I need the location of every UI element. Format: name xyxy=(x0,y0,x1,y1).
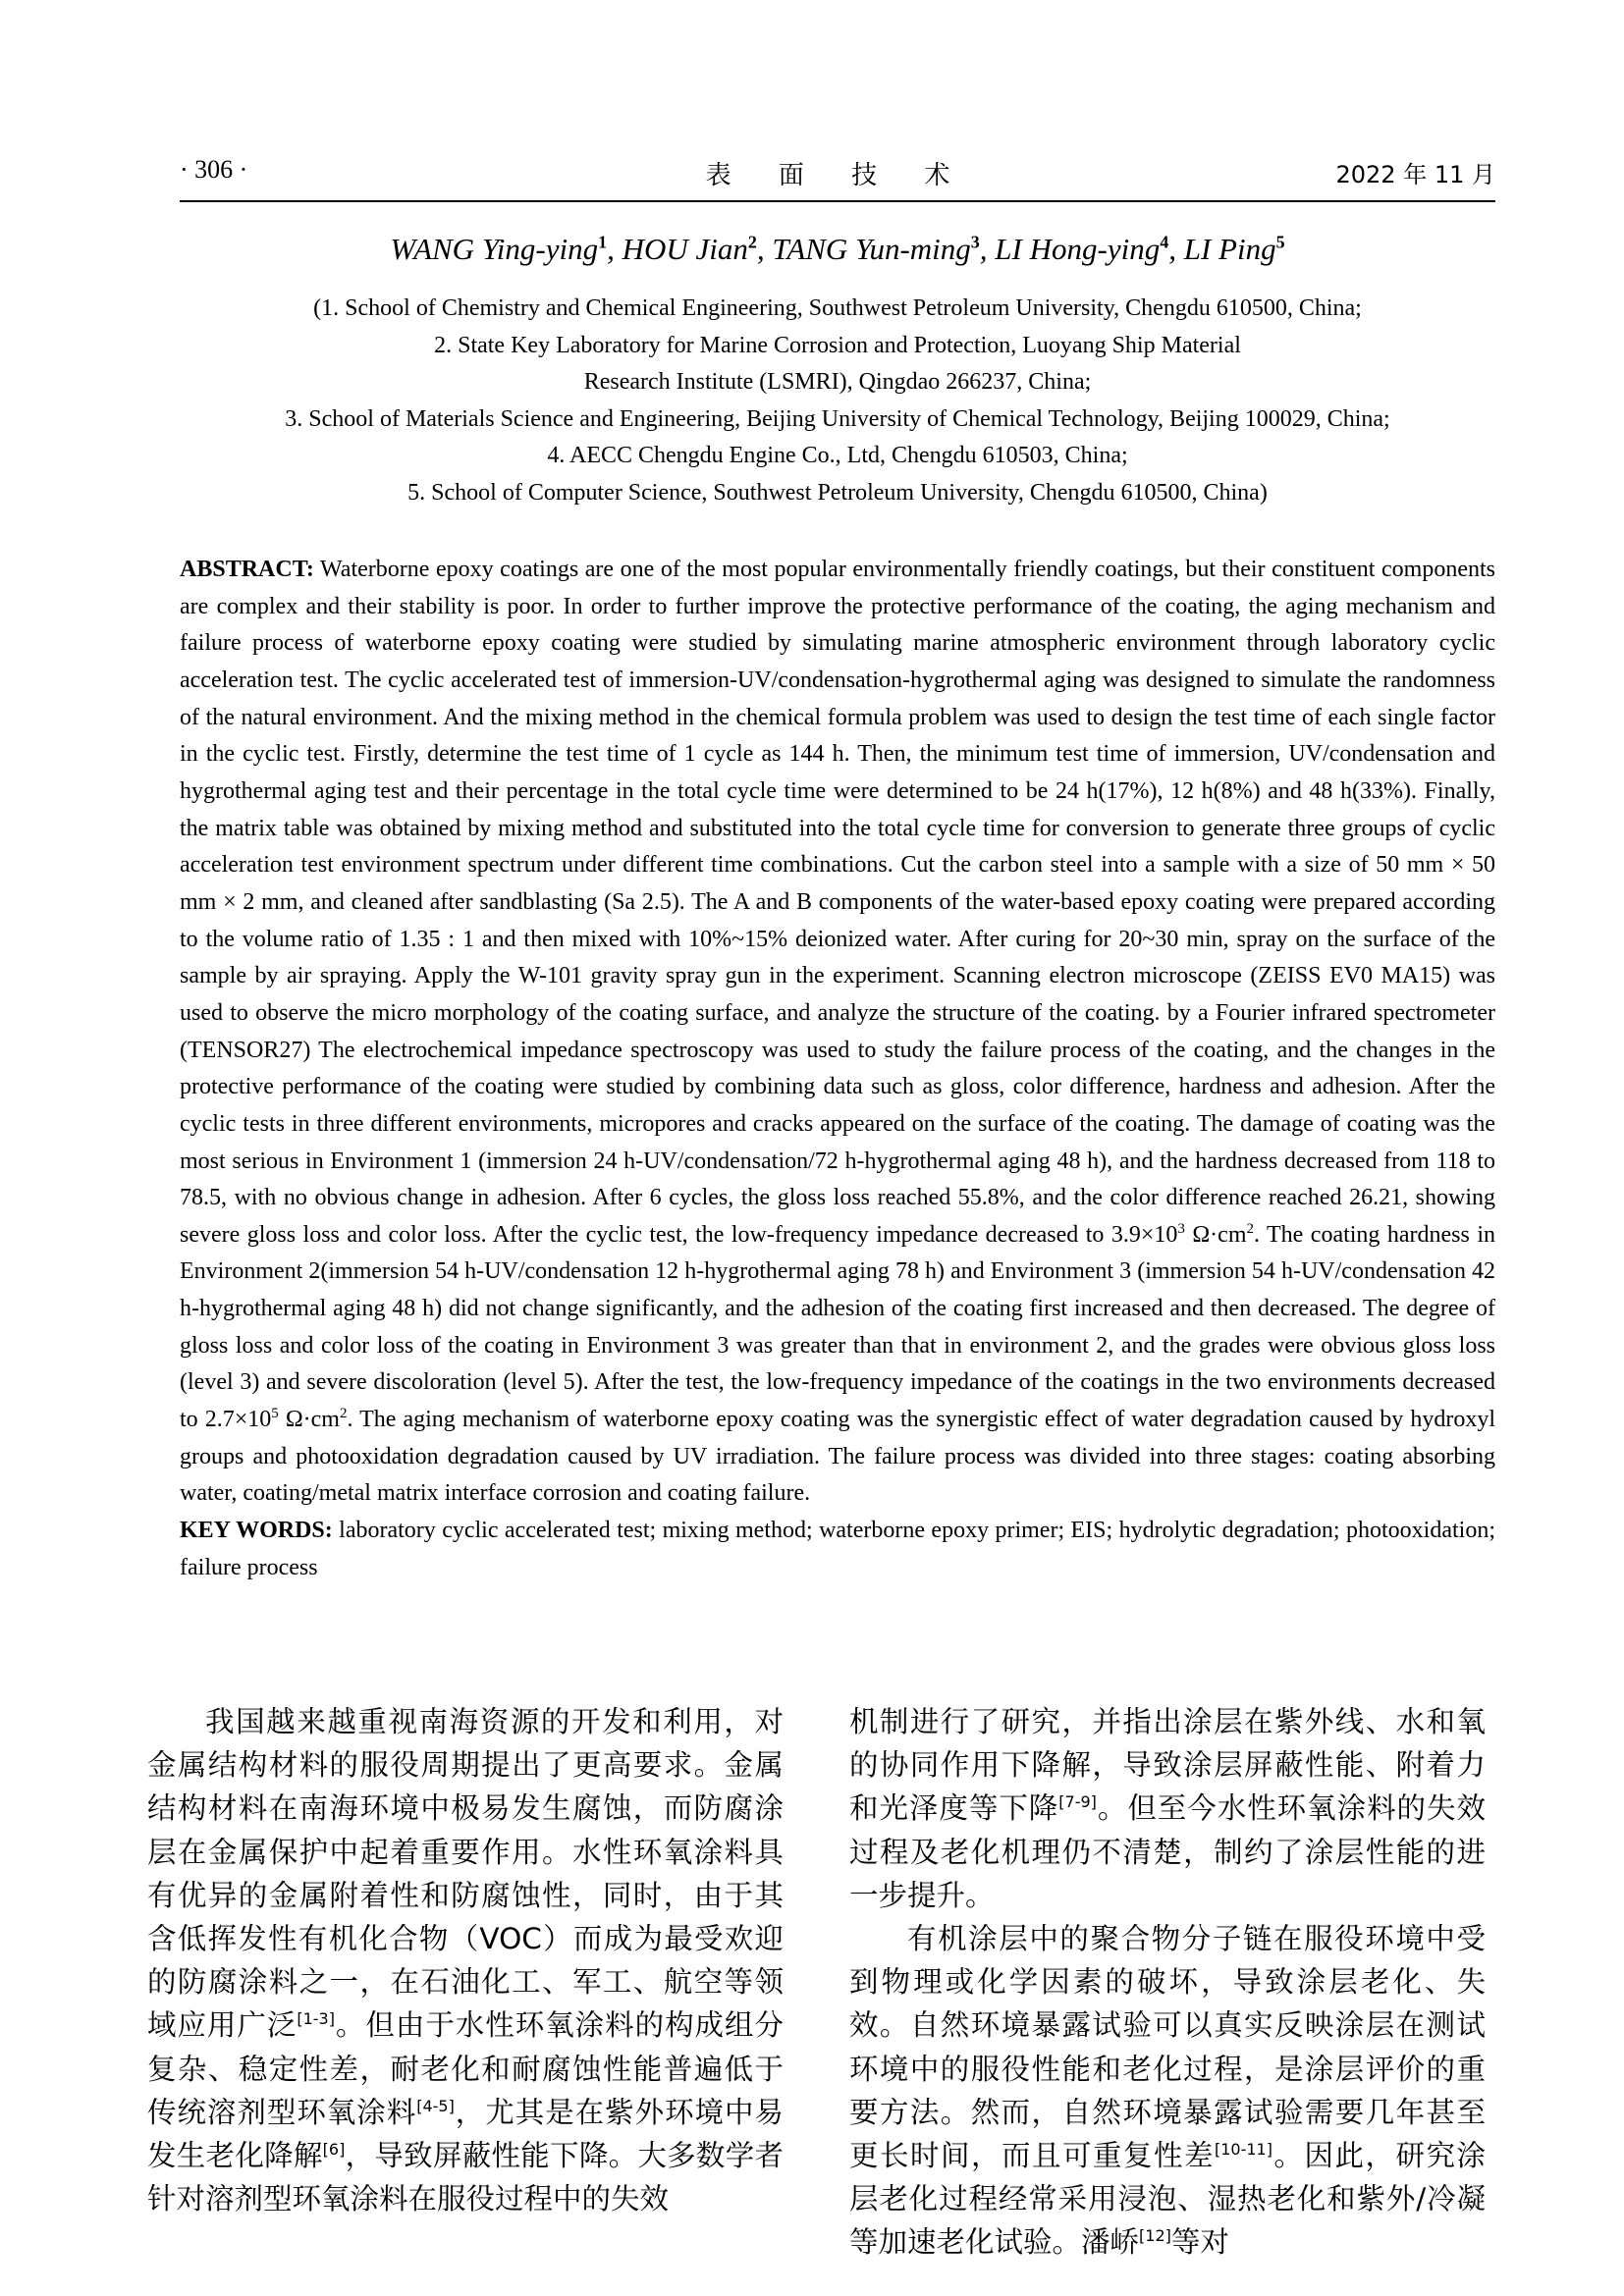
body-text-run: 。因此，研究涂层老化过程经常采用浸泡、湿热老化和紫外/冷凝等加速老化试验。潘峤 xyxy=(849,2139,1486,2260)
running-header xyxy=(180,155,1495,194)
keywords-text: laboratory cyclic accelerated test; mixing method; waterborne epoxy primer; EIS; hydrolytic degradation; photooxidation; failure process xyxy=(180,1518,1495,1580)
abstract-text: . The coating hardness in Environment 2(immersion 54 h-UV/condensation 12 h-hygrothermal aging 78 h) and Environment 3 (immersion 54 h-UV/condensation 42 h-hygrothermal aging 48 h) did not change significantly, and the adhesion of the coating first increased and then decreased. The degree of gloss loss and color loss of the coating in Environment 3 was greater than that in environment 2, and the grades were obvious gloss loss (level 3) and severe discoloration (level 5). After the test, the low-frequency impedance of the coatings in the two environments decreased to 2.7×10 xyxy=(180,1221,1495,1433)
abstract-text: Ω·cm xyxy=(278,1407,340,1433)
body-paragraph xyxy=(147,1700,784,2220)
exponent: 2 xyxy=(339,1406,348,1422)
affiliation-line: 5. School of Computer Science, Southwest Petroleum University, Chengdu 610500, China) xyxy=(407,479,1268,506)
author-affil-mark: 4 xyxy=(1160,232,1169,252)
keywords-paragraph xyxy=(180,1513,1495,1586)
citation: [12] xyxy=(1139,2226,1171,2246)
page-number: · 306 · xyxy=(180,155,248,184)
affiliation-line: Research Institute (LSMRI), Qingdao 266237, China; xyxy=(583,369,1092,395)
citation: [6] xyxy=(322,2140,346,2160)
author-name: LI Ping xyxy=(1183,232,1276,266)
issue-date: 2022 年 11 月 xyxy=(1335,161,1495,188)
exponent: 2 xyxy=(1246,1220,1254,1237)
body-text-run: 。但至今水性环氧涂料的失效过程及老化机理仍不清楚，制约了涂层性能的进一步提升。 xyxy=(849,1791,1486,1912)
body-text-run: ，导致屏蔽性能下降。大多数学者针对溶剂型环氧涂料在服役过程中的失效 xyxy=(147,2139,784,2216)
body-text-run: 等对 xyxy=(1170,2225,1229,2260)
author-affil-mark: 3 xyxy=(970,232,980,252)
abstract-label: ABSTRACT: xyxy=(180,557,314,582)
affiliation-line: 3. School of Materials Science and Engineering, Beijing University of Chemical Technology, Beijing 100029, China; xyxy=(285,405,1390,432)
keywords-label: KEY WORDS: xyxy=(180,1518,333,1544)
header-rule xyxy=(180,200,1495,202)
body-column-right xyxy=(849,1700,1486,2265)
abstract-text: Ω·cm xyxy=(1184,1221,1247,1248)
citation: [10-11] xyxy=(1215,2140,1272,2160)
author-affil-mark: 5 xyxy=(1275,232,1285,252)
author-list: WANG Ying-ying$^1$, HOU Jian$^2$, TANG Yun-ming$^3$, LI Hong-ying$^4$, LI Ping$^5$ xyxy=(390,232,1285,266)
affiliation-line: 4. AECC Chengdu Engine Co., Ltd, Chengdu 610503, China; xyxy=(547,443,1128,468)
author-name: WANG Ying-ying xyxy=(390,232,599,266)
author-name: TANG Yun-ming xyxy=(772,232,971,266)
body-text-run: 有机涂层中的聚合物分子链在服役环境中受到物理或化学因素的破坏，导致涂层老化、失效。自然环境暴露试验可以真实反映涂层在测试环境中的服役性能和老化过程，是涂层评价的重要方法。然而，自然环境暴露试验需要几年甚至更长时间，而且可重复性差 xyxy=(849,1922,1486,2173)
body-column-left xyxy=(147,1700,784,2220)
abstract-paragraph xyxy=(180,552,1495,1513)
citation: [1-3] xyxy=(297,2009,335,2029)
body-paragraph xyxy=(849,1917,1486,2265)
affiliations xyxy=(180,291,1495,511)
affiliation-line: (1. School of Chemistry and Chemical Engineering, Southwest Petroleum University, Chengdu 610500, China; xyxy=(313,295,1362,321)
body-text-run: 机制进行了研究，并指出涂层在紫外线、水和氧的协同作用下降解，导致涂层屏蔽性能、附着力和光泽度等下降 xyxy=(849,1705,1486,1826)
affiliation-line: 2. State Key Laboratory for Marine Corrosion and Protection, Luoyang Ship Material xyxy=(434,332,1241,358)
abstract-text: . The aging mechanism of waterborne epoxy coating was the synergistic effect of water degradation caused by hydroxyl groups and photooxidation degradation caused by UV irradiation. The failure process was divided into three stages: coating absorbing water, coating/metal matrix interface corrosion and coating failure. xyxy=(180,1407,1496,1507)
abstract-text: Waterborne epoxy coatings are one of the most popular environmentally friendly coatings, but their constituent components are complex and their stability is poor. In order to further improve the protective performance of the coating, the aging mechanism and failure process of waterborne epoxy coating were studied by simulating marine atmospheric environment through laboratory cyclic acceleration test. The cyclic accelerated test of immersion-UV/condensation-hygrothermal aging was designed to simulate the randomness of the natural environment. And the mixing method in the chemical formula problem was used to design the test time of each single factor in the cyclic test. Firstly, determine the test time of 1 cycle as 144 h. Then, the minimum test time of immersion, UV/condensation and hygrothermal aging test and their percentage in the total cycle time were determined to be 24 h(17%), 12 h(8%) and 48 h(33%). Finally, the matrix table was obtained by mixing method and substituted into the total cycle time for conversion to generate three groups of cyclic acceleration test environment spectrum under different time combinations. Cut the carbon steel into a sample with a size of 50 mm × 50 mm × 2 mm, and cleaned after sandblasting (Sa 2.5). The A and B components of the water-based epoxy coating were prepared according to the volume ratio of 1.35 : 1 and then mixed with 10%~15% deionized water. After curing for 20~30 min, spray on the surface of the sample by air spraying. Apply the W-101 gravity spray gun in the experiment. Scanning electron microscope (ZEISS EV0 MA15) was used to observe the micro morphology of the coating surface, and analyze the structure of the coating. by a Fourier infrared spectrometer (TENSOR27) The electrochemical impedance spectroscopy was used to study the failure process of the coating, and the changes in the protective performance of the coating were studied by combining data such as gloss, color difference, hardness and adhesion. After the cyclic tests in three different environments, micropores and cracks appeared on the surface of the coating. The damage of coating was the most serious in Environment 1 (immersion 24 h-UV/condensation/72 h-hygrothermal aging 48 h), and the hardness decreased from 118 to 78.5, with no obvious change in adhesion. After 6 cycles, the gloss loss reached 55.8%, and the color difference reached 26.21, showing severe gloss loss and color loss. After the cyclic test, the low-frequency impedance decreased to 3.9×10 xyxy=(180,557,1495,1248)
exponent: 5 xyxy=(271,1406,279,1422)
body-text-run: 。但由于水性环氧涂料的构成组分复杂、稳定性差，耐老化和耐腐蚀性能普遍低于传统溶剂型环氧涂料 xyxy=(147,2008,784,2129)
body-paragraph xyxy=(849,1700,1486,1917)
body-text-run: ，尤其是在紫外环境中易发生老化降解 xyxy=(147,2095,784,2173)
citation: [4-5] xyxy=(416,2097,455,2115)
journal-title: 表 面 技 术 xyxy=(705,161,970,190)
abstract-block xyxy=(180,552,1495,1586)
exponent: 3 xyxy=(1177,1220,1185,1237)
citation: [7-9] xyxy=(1058,1792,1097,1812)
body-text-run: 我国越来越重视南海资源的开发和利用，对金属结构材料的服役周期提出了更高要求。金属结构材料在南海环境中极易发生腐蚀，而防腐涂层在金属保护中起着重要作用。水性环氧涂料具有优异的金属附着性和防腐蚀性，同时，由于其含低挥发性有机化合物（VOC）而成为最受欢迎的防腐涂料之一，在石油化工、军工、航空等领域应用广泛 xyxy=(147,1705,784,2043)
author-name: HOU Jian xyxy=(622,232,748,266)
author-name: LI Hong-ying xyxy=(995,232,1161,266)
author-affil-mark: 2 xyxy=(747,232,757,252)
author-affil-mark: 1 xyxy=(598,232,608,252)
